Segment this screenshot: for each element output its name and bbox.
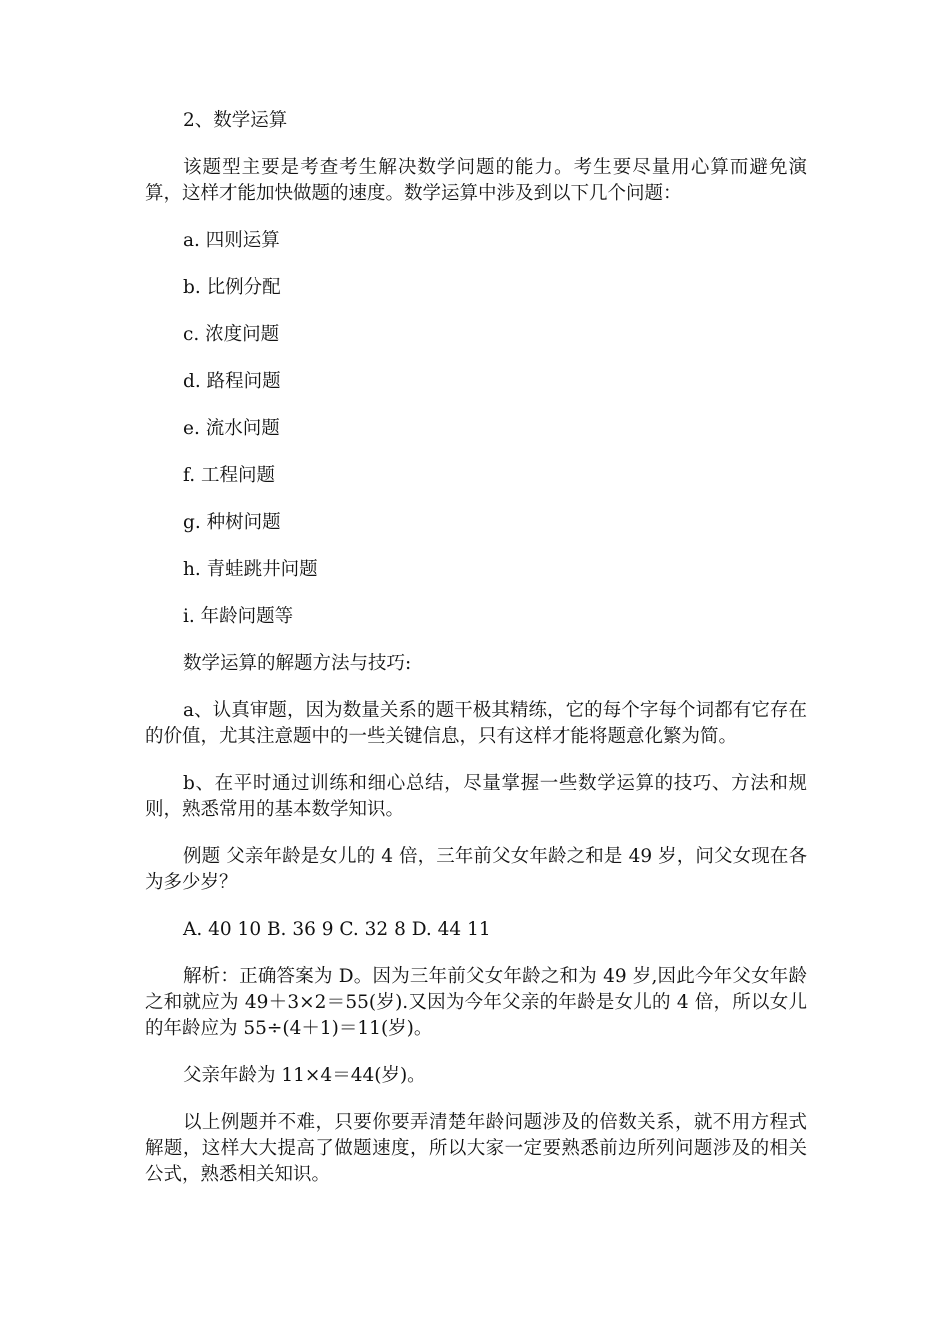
topic-item-h: h. 青蛙跳井问题 (183, 559, 318, 580)
method-b-paragraph: b、在平时通过训练和细心总结，尽量掌握一些数学运算的技巧、方法和规则，熟悉常用的基本数学知识。 (145, 773, 807, 820)
topic-item-c: c. 浓度问题 (183, 324, 280, 345)
conclusion-paragraph: 以上例题并不难，只要你要弄清楚年龄问题涉及的倍数关系，就不用方程式解题，这样大大提高了做题速度，所以大家一定要熟悉前边所列问题涉及的相关公式，熟悉相关知识。 (145, 1112, 807, 1185)
topic-item-g: g. 种树问题 (183, 512, 281, 533)
topic-item-f: f. 工程问题 (183, 465, 275, 486)
analysis-paragraph: 解析：正确答案为 D。因为三年前父女年龄之和为 49 岁,因此今年父女年龄之和就应为 49＋3×2＝55(岁).又因为今年父亲的年龄是女儿的 4 倍，所以女儿的年龄应为 55÷(4＋1)＝11(岁)。 (145, 966, 807, 1039)
topic-item-i: i. 年龄问题等 (183, 606, 294, 627)
topic-item-a: a. 四则运算 (183, 230, 280, 251)
topic-item-e: e. 流水问题 (183, 418, 280, 439)
topic-item-b: b. 比例分配 (183, 277, 281, 298)
example-question: 例题 父亲年龄是女儿的 4 倍，三年前父女年龄之和是 49 岁，问父女现在各为多少岁？ (145, 846, 807, 893)
intro-paragraph: 该题型主要是考查考生解决数学问题的能力。考生要尽量用心算而避免演算，这样才能加快做题的速度。数学运算中涉及到以下几个问题： (145, 157, 807, 204)
example-options: A. 40 10 B. 36 9 C. 32 8 D. 44 11 (183, 919, 491, 940)
document-body (145, 108, 807, 1209)
topic-item-d: d. 路程问题 (183, 371, 281, 392)
methods-heading: 数学运算的解题方法与技巧: (183, 653, 412, 674)
father-age-line: 父亲年龄为 11×4＝44(岁)。 (183, 1065, 426, 1086)
section-heading: 2、数学运算 (183, 110, 288, 131)
method-a-paragraph: a、认真审题，因为数量关系的题干极其精练，它的每个字每个词都有它存在的价值，尤其注意题中的一些关键信息，只有这样才能将题意化繁为简。 (145, 700, 807, 747)
